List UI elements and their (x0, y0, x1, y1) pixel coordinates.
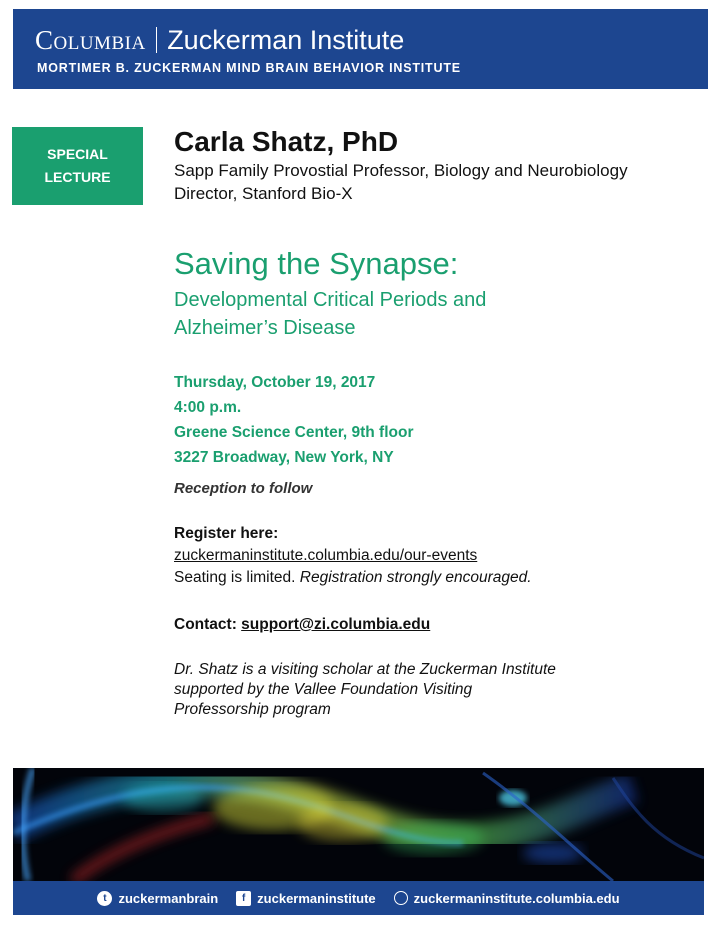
note-line-2: supported by the Vallee Foundation Visiting (174, 681, 473, 698)
institute-full-name: MORTIMER B. ZUCKERMAN MIND BRAIN BEHAVIOR INSTITUTE (37, 61, 461, 75)
speaker-title-2: Director, Stanford Bio-X (174, 184, 353, 203)
visiting-scholar-note (174, 660, 624, 720)
globe-icon (394, 891, 408, 905)
event-time: 4:00 p.m. (174, 399, 242, 416)
microscopy-illustration (13, 768, 704, 881)
register-link[interactable]: zuckermaninstitute.columbia.edu/our-events (174, 547, 478, 564)
register-label: Register here: (174, 525, 279, 542)
website-link-text: zuckermaninstitute.columbia.edu (413, 890, 620, 906)
note-line-3: Professorship program (174, 701, 331, 718)
facebook-handle[interactable] (236, 891, 375, 906)
logo-divider (156, 27, 158, 53)
talk-subtitle (174, 286, 694, 342)
event-date: Thursday, October 19, 2017 (174, 374, 376, 391)
twitter-icon: t (97, 891, 112, 906)
flyer-content (174, 125, 694, 720)
speaker-name: Carla Shatz, PhD (174, 126, 399, 157)
seating-limited-text: Seating is limited. (174, 569, 296, 586)
contact-email-link[interactable]: support@zi.columbia.edu (241, 616, 431, 633)
talk-subtitle-line-2: Alzheimer’s Disease (174, 317, 356, 339)
event-details (174, 370, 694, 470)
contact-section (174, 616, 694, 634)
speaker-title-1: Sapp Family Provostial Professor, Biology and Neurobiology (174, 161, 628, 180)
badge-line-2: LECTURE (44, 169, 111, 185)
reception-note: Reception to follow (174, 480, 313, 497)
twitter-handle-text: zuckermanbrain (118, 890, 219, 906)
neuron-microscopy-image (13, 768, 704, 881)
event-venue: Greene Science Center, 9th floor (174, 424, 414, 441)
event-address: 3227 Broadway, New York, NY (174, 449, 394, 466)
institute-logo (35, 25, 404, 55)
badge-line-1: SPECIAL (47, 146, 108, 162)
registration-encouraged-text: Registration strongly encouraged. (299, 569, 532, 586)
twitter-handle[interactable] (97, 891, 218, 906)
talk-subtitle-line-1: Developmental Critical Periods and (174, 289, 487, 311)
contact-label: Contact: (174, 616, 237, 633)
social-footer (13, 881, 704, 915)
registration-section (174, 523, 694, 589)
special-lecture-badge (12, 127, 143, 205)
facebook-icon: f (236, 891, 251, 906)
note-line-1: Dr. Shatz is a visiting scholar at the Zuckerman Institute (174, 661, 556, 678)
header-banner (13, 9, 708, 89)
facebook-handle-text: zuckermaninstitute (257, 890, 376, 906)
website-link[interactable] (394, 891, 620, 906)
zuckerman-wordmark: Zuckerman Institute (167, 25, 405, 55)
seating-note (174, 567, 694, 589)
talk-title: Saving the Synapse: (174, 246, 459, 281)
columbia-wordmark: Columbia (35, 25, 146, 55)
